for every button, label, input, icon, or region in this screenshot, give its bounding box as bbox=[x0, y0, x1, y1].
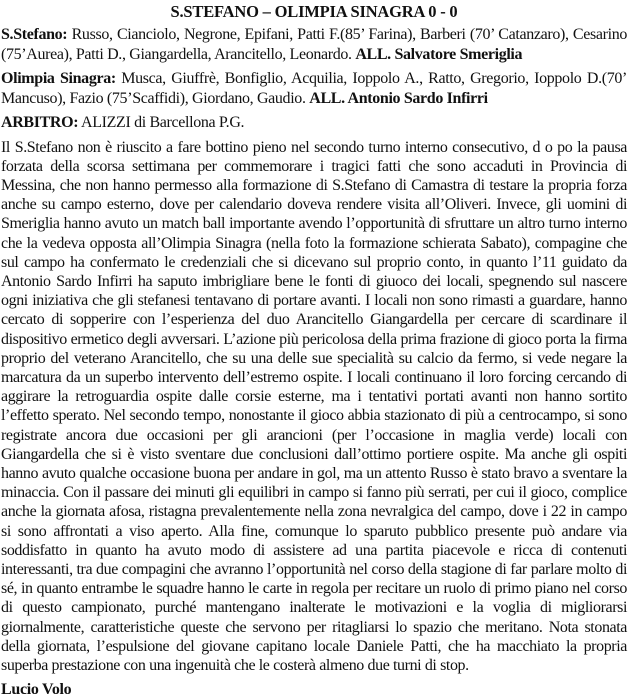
referee-line bbox=[1, 113, 627, 133]
team-label-home: S.Stefano: bbox=[1, 26, 68, 43]
article-body: Il S.Stefano non è riuscito a fare bottino pieno nel secondo turno interno consecutivo, d o po la pausa forzata della scorsa settimana per commemorare i tragici fatti che sono accaduti in Provincia di Messina, che non hanno permesso alla formazione di S.Stefano di Camastra di testare la propria forza anche su campo esterno, dove per calendario doveva rendere visita all’Oliveri. Invece, gli uomini di Smeriglia hanno avuto un match ball importante avendo l’opportunità di sfruttare un altro turno interno che la vedeva opposta all’Olimpia Sinagra (nella foto la formazione schierata Sabato), compagine che sul campo ha confermato le credenziali che si dicevano sul proprio conto, in quanto l’11 guidato da Antonio Sardo Infirri ha saputo imbrigliare bene le fonti di giuoco dei locali, spegnendo sul nascere ogni iniziativa che gli stefanesi tentavano di portare avanti. I locali non sono rimasti a guardare, hanno cercato di sopperire con l’esperienza del duo Arancitello Giangardella per cercare di scardinare il dispositivo ermetico degli avversari. L’azione più pericolosa della prima frazione di gioco porta la firma proprio del veterano Arancitello, che su una delle sue specialità su calcio da fermo, si vede negare la marcatura da un superbo intervento dell’estremo ospite. I locali continuano il loro forcing cercando di aggirare la retroguardia ospite dalle corsie esterne, ma i tentativi portati avanti non hanno sortito l’effetto sperato. Nel secondo tempo, nonostante il gioco abbia stazionato di più a centrocampo, si sono registrate ancora due occasioni per gli arancioni (per l’occasione in maglia verde) locali con Giangardella che si è visto sventare due conclusioni dall’ottimo portiere ospite. Ma anche gli ospiti hanno avuto qualche occasione buona per andare in gol, ma un attento Russo è stato bravo a sventare la minaccia. Con il passare dei minuti gli equilibri in campo si fanno più serrati, per cui il gioco, complice anche la giornata afosa, ristagna prevalentemente nella zona nevralgica del campo, dove i 22 in campo si sono affrontati a viso aperto. Alla fine, comunque lo sparuto pubblico presente può andare via soddisfatto in quanto ha avuto modo di assistere ad una partita piacevole e ricca di contenuti interessanti, tra due compagini che avranno l’opportunità nel corso della stagione di far parlare molto di sé, in quanto entrambe le squadre hanno le carte in regola per recitare un ruolo di primo piano nel corso di questo campionato, purché mantengano inalterate le motivazioni e la voglia di migliorarsi giornalmente, caratteristiche queste che servono per ritagliarsi lo spazio che meritano. Nota stonata della giornata, l’espulsione del giovane capitano locale Daniele Patti, che ha macchiato la propria superba prestazione con una ingenuità che le costerà almeno due turni di stop. bbox=[1, 138, 627, 674]
coach-away: ALL. Antonio Sardo Infirri bbox=[309, 89, 488, 107]
players-home: Russo, Cianciolo, Negrone, Epifani, Patti F.(85’ Farina), Barberi (70’ Catanzaro), Cesarino (75’Aurea), Patti D., Giangardella, Arancitello, Leonardo. bbox=[1, 26, 627, 63]
referee-label: ARBITRO: bbox=[1, 114, 79, 131]
article-title: S.STEFANO – OLIMPIA SINAGRA 0 - 0 bbox=[170, 2, 458, 21]
lineup-home bbox=[1, 25, 627, 64]
team-label-away: Olimpia Sinagra: bbox=[1, 70, 116, 87]
lineup-away bbox=[1, 69, 627, 108]
referee-value: ALIZZI di Barcellona P.G. bbox=[78, 114, 245, 131]
author-byline: Lucio Volo bbox=[1, 681, 72, 699]
coach-home: ALL. Salvatore Smeriglia bbox=[355, 45, 523, 63]
players-away: Musca, Giuffrè, Bonfiglio, Acquilia, Ioppolo A., Ratto, Gregorio, Ioppolo D.(70’ Mancuso), Fazio (75’Scaffidi), Giordano, Gaudio. bbox=[1, 70, 627, 107]
